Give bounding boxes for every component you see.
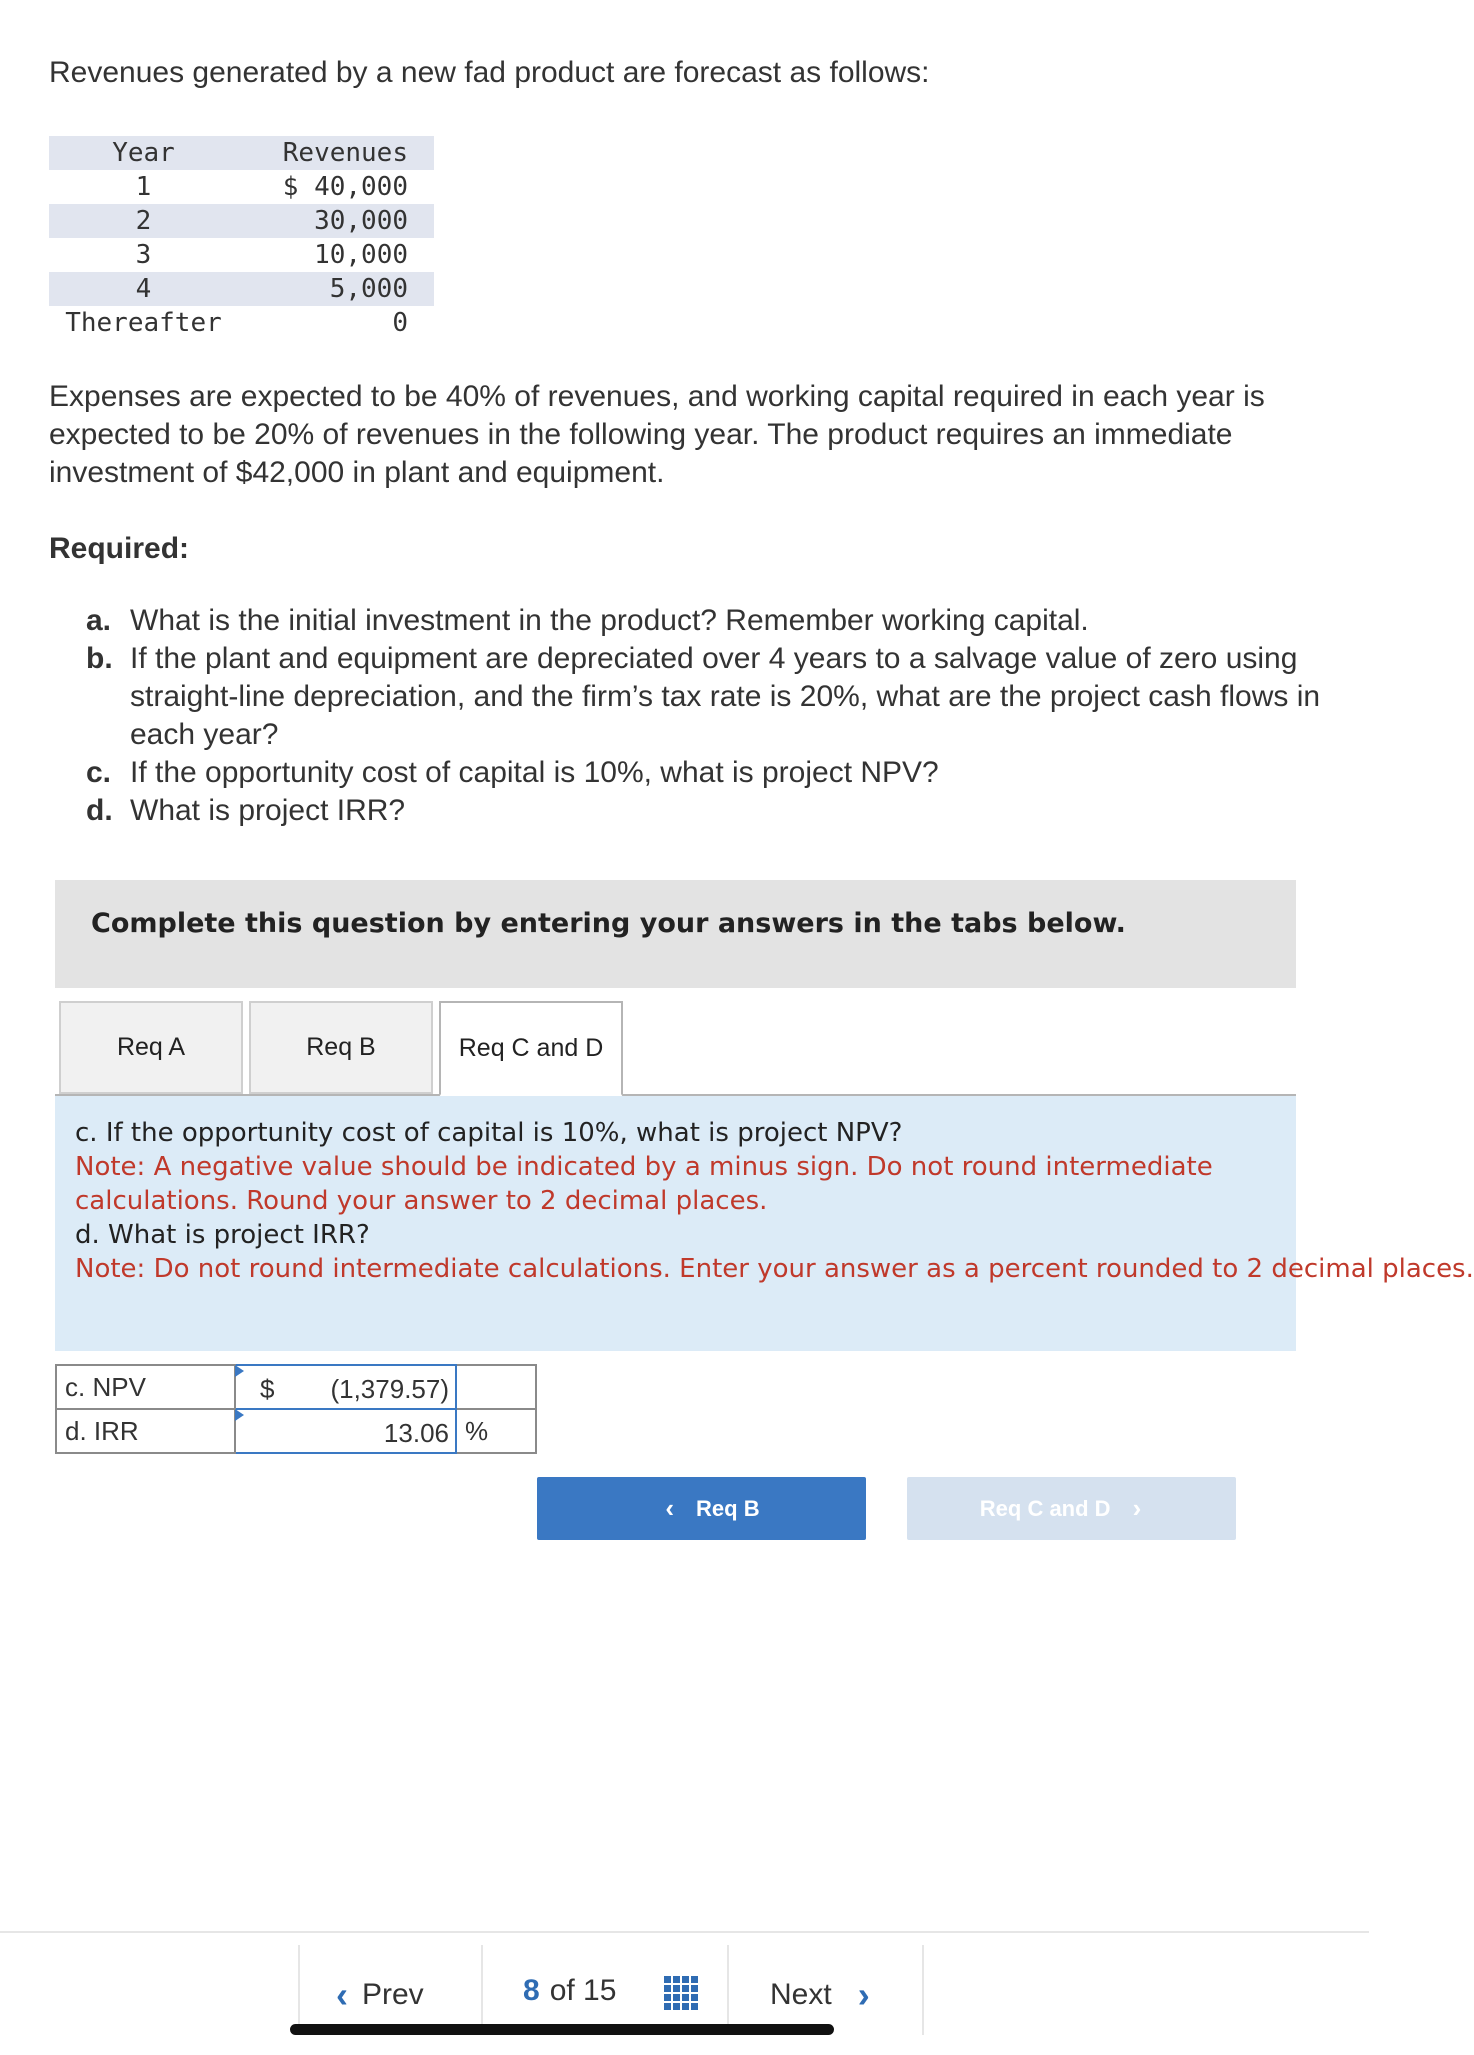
question-text: What is project IRR? <box>130 794 406 827</box>
npv-label: c. NPV <box>56 1365 235 1409</box>
question-item <box>86 640 1326 754</box>
tab-req-a[interactable]: Req A <box>59 1001 243 1094</box>
year-cell: 2 <box>49 204 238 238</box>
question-item <box>86 754 1326 792</box>
intro-text: Revenues generated by a new fad product are forecast as follows: <box>49 56 930 89</box>
question-text: What is the initial investment in the product? Remember working capital. <box>130 604 1089 637</box>
table-row <box>49 272 434 306</box>
nav-next-button[interactable] <box>770 1974 870 2016</box>
footer-divider <box>0 1931 1369 1933</box>
tab-req-b[interactable]: Req B <box>249 1001 433 1094</box>
column-header-year: Year <box>49 136 238 170</box>
year-cell: 4 <box>49 272 238 306</box>
revenue-cell: 30,000 <box>238 204 434 238</box>
prev-req-button[interactable] <box>537 1477 866 1540</box>
answer-row-npv <box>56 1365 536 1409</box>
banner-text: Complete this question by entering your answers in the tabs below. <box>91 908 1126 939</box>
next-req-label: Req C and D <box>979 1495 1111 1521</box>
question-text: If the opportunity cost of capital is 10%, what is project NPV? <box>130 756 939 789</box>
question-d-text: d. What is project IRR? <box>75 1220 370 1250</box>
answer-table <box>55 1364 537 1454</box>
input-flag-icon <box>235 1409 244 1421</box>
input-flag-icon <box>235 1365 244 1377</box>
nav-separator <box>481 1945 483 2035</box>
table-row <box>49 136 434 170</box>
chevron-left-icon: ‹ <box>336 1974 348 2015</box>
home-indicator <box>290 2024 834 2035</box>
table-row <box>49 170 434 204</box>
npv-unit <box>456 1365 536 1409</box>
chevron-left-icon: ‹ <box>665 1493 675 1523</box>
revenue-cell: 10,000 <box>314 240 408 270</box>
note-c: Note: A negative value should be indicated by a minus sign. Do not round intermediate calculations. Round your answer to 2 decimal places. <box>75 1152 1213 1216</box>
question-list <box>86 602 1326 830</box>
npv-input[interactable] <box>235 1365 456 1409</box>
nav-separator <box>727 1945 729 2035</box>
question-item <box>86 792 1326 830</box>
currency-symbol: $ <box>260 1374 275 1404</box>
problem-paragraph: Expenses are expected to be 40% of revenues, and working capital required in each year is expected to be 20% of revenues in the following year. The product requires an immediate investment of $42,000 in plant and equipment. <box>49 380 1265 489</box>
question-grid-icon[interactable] <box>664 1976 698 2010</box>
page-total: of 15 <box>549 1974 617 2007</box>
prev-req-label: Req B <box>696 1495 760 1521</box>
table-row <box>49 204 434 238</box>
chevron-right-icon: › <box>857 1974 870 2015</box>
next-req-button[interactable] <box>907 1477 1236 1540</box>
question-letter: d. <box>86 794 113 827</box>
table-row <box>49 306 434 340</box>
instruction-banner <box>55 880 1296 988</box>
tab-req-c-and-d[interactable]: Req C and D <box>439 1001 623 1097</box>
question-c-text: c. If the opportunity cost of capital is 10%, what is project NPV? <box>75 1118 903 1148</box>
year-cell: 3 <box>135 240 152 270</box>
irr-input[interactable] <box>235 1409 456 1453</box>
question-letter: b. <box>86 642 113 675</box>
question-letter: a. <box>86 604 112 637</box>
question-item <box>86 602 1326 640</box>
revenue-cell: 5,000 <box>238 272 434 306</box>
revenue-table <box>49 136 434 340</box>
question-info-panel <box>55 1096 1474 1351</box>
chevron-right-icon: › <box>1132 1493 1142 1523</box>
page-counter <box>523 1974 616 2008</box>
nav-prev-label: Prev <box>362 1978 424 2011</box>
revenue-cell: 0 <box>392 308 408 338</box>
current-page: 8 <box>523 1974 540 2007</box>
nav-prev-button[interactable] <box>336 1974 424 2016</box>
year-cell: 1 <box>135 172 152 202</box>
irr-label: d. IRR <box>56 1409 235 1453</box>
table-row <box>49 238 434 272</box>
nav-separator <box>298 1945 300 2035</box>
irr-unit: % <box>456 1409 536 1453</box>
note-d: Note: Do not round intermediate calculations. Enter your answer as a percent rounded to 2 decimal places. <box>75 1254 1474 1284</box>
npv-value: (1,379.57) <box>330 1374 449 1404</box>
answer-row-irr <box>56 1409 536 1453</box>
info-text <box>75 1116 1474 1286</box>
column-header-revenues: Revenues <box>238 136 434 170</box>
question-letter: c. <box>86 756 112 789</box>
irr-value: 13.06 <box>383 1418 449 1448</box>
required-heading: Required: <box>49 532 190 565</box>
nav-next-label: Next <box>770 1978 832 2011</box>
revenue-cell: $ 40,000 <box>282 172 408 202</box>
question-text: If the plant and equipment are depreciated over 4 years to a salvage value of zero using straight-line depreciation, and the firm’s tax rate is 20%, what are the project cash flows in each year? <box>130 642 1321 751</box>
nav-separator <box>922 1945 924 2035</box>
year-cell: Thereafter <box>65 308 222 338</box>
